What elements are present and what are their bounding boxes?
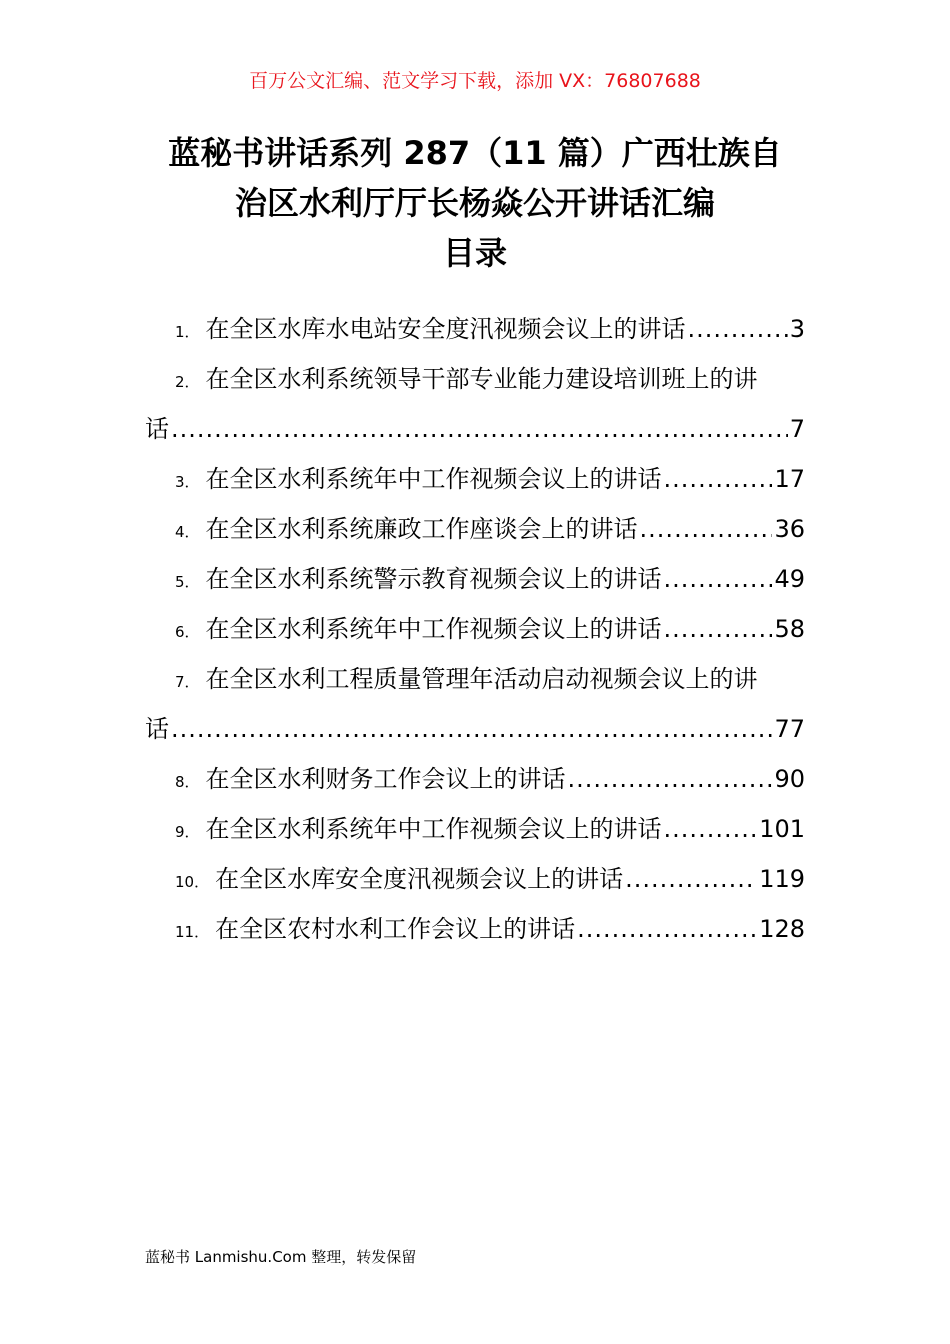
toc-page-number: 17 [774, 465, 805, 493]
toc-page-number: 3 [789, 315, 805, 343]
toc-entry[interactable] [145, 304, 805, 354]
toc-number: 6． [175, 623, 200, 641]
toc-entry[interactable] [145, 554, 805, 604]
toc-title-continued: 话 [145, 415, 169, 443]
toc-leader-dots [568, 754, 773, 804]
toc-entry[interactable] [145, 754, 805, 804]
toc-page-number: 7 [789, 415, 805, 443]
toc-entry[interactable] [145, 854, 805, 904]
toc-title: 在全区水利工程质量管理年活动启动视频会议上的讲 [205, 665, 758, 693]
toc-page-number: 101 [759, 815, 805, 843]
toc-page-number: 58 [774, 615, 805, 643]
toc-entry[interactable] [145, 904, 805, 954]
toc-leader-dots [625, 854, 757, 904]
toc-entry[interactable] [145, 804, 805, 854]
footer-note: 蓝秘书 Lanmishu.Com 整理，转发保留 [145, 1248, 417, 1266]
toc-entry[interactable] [145, 604, 805, 654]
toc-entry[interactable] [145, 354, 805, 454]
toc-title: 在全区水库水电站安全度汛视频会议上的讲话 [205, 315, 686, 343]
toc-leader-dots [664, 554, 773, 604]
table-of-contents [145, 304, 805, 954]
title-line-3: 目录 [442, 234, 507, 272]
toc-page-number: 119 [759, 865, 805, 893]
toc-title: 在全区水库安全度汛视频会议上的讲话 [215, 865, 624, 893]
toc-entry[interactable] [145, 454, 805, 504]
toc-number: 5． [175, 573, 200, 591]
toc-page-number: 49 [774, 565, 805, 593]
toc-title: 在全区农村水利工作会议上的讲话 [215, 915, 576, 943]
toc-entry[interactable] [145, 654, 805, 754]
toc-leader-dots [664, 804, 758, 854]
toc-number: 2． [175, 373, 200, 391]
toc-number: 3． [175, 473, 200, 491]
toc-title-continued: 话 [145, 715, 169, 743]
toc-title: 在全区水利系统领导干部专业能力建设培训班上的讲 [205, 365, 758, 393]
toc-title: 在全区水利系统年中工作视频会议上的讲话 [205, 465, 662, 493]
toc-number: 1． [175, 323, 200, 341]
toc-page-number: 128 [759, 915, 805, 943]
toc-entry[interactable] [145, 504, 805, 554]
toc-leader-dots [664, 604, 773, 654]
toc-number: 8． [175, 773, 200, 791]
toc-leader-dots [688, 304, 788, 354]
toc-leader-dots [171, 704, 772, 754]
title-line-2: 治区水利厅厅长杨焱公开讲话汇编 [234, 184, 715, 222]
toc-number: 10． [175, 873, 210, 891]
toc-leader-dots [171, 404, 788, 454]
toc-page-number: 90 [774, 765, 805, 793]
toc-leader-dots [577, 904, 757, 954]
toc-leader-dots [640, 504, 773, 554]
header-banner: 百万公文汇编、范文学习下载，添加 VX：76807688 [249, 70, 701, 92]
document-title [120, 128, 830, 278]
toc-title: 在全区水利系统年中工作视频会议上的讲话 [205, 815, 662, 843]
title-line-1: 蓝秘书讲话系列 287（11 篇）广西壮族自 [168, 134, 782, 172]
toc-title: 在全区水利财务工作会议上的讲话 [205, 765, 566, 793]
toc-leader-dots [664, 454, 773, 504]
toc-title: 在全区水利系统廉政工作座谈会上的讲话 [205, 515, 638, 543]
toc-page-number: 36 [774, 515, 805, 543]
toc-number: 9． [175, 823, 200, 841]
toc-number: 11． [175, 923, 210, 941]
toc-title: 在全区水利系统年中工作视频会议上的讲话 [205, 615, 662, 643]
toc-title: 在全区水利系统警示教育视频会议上的讲话 [205, 565, 662, 593]
toc-number: 7． [175, 673, 200, 691]
toc-page-number: 77 [774, 715, 805, 743]
toc-number: 4． [175, 523, 200, 541]
